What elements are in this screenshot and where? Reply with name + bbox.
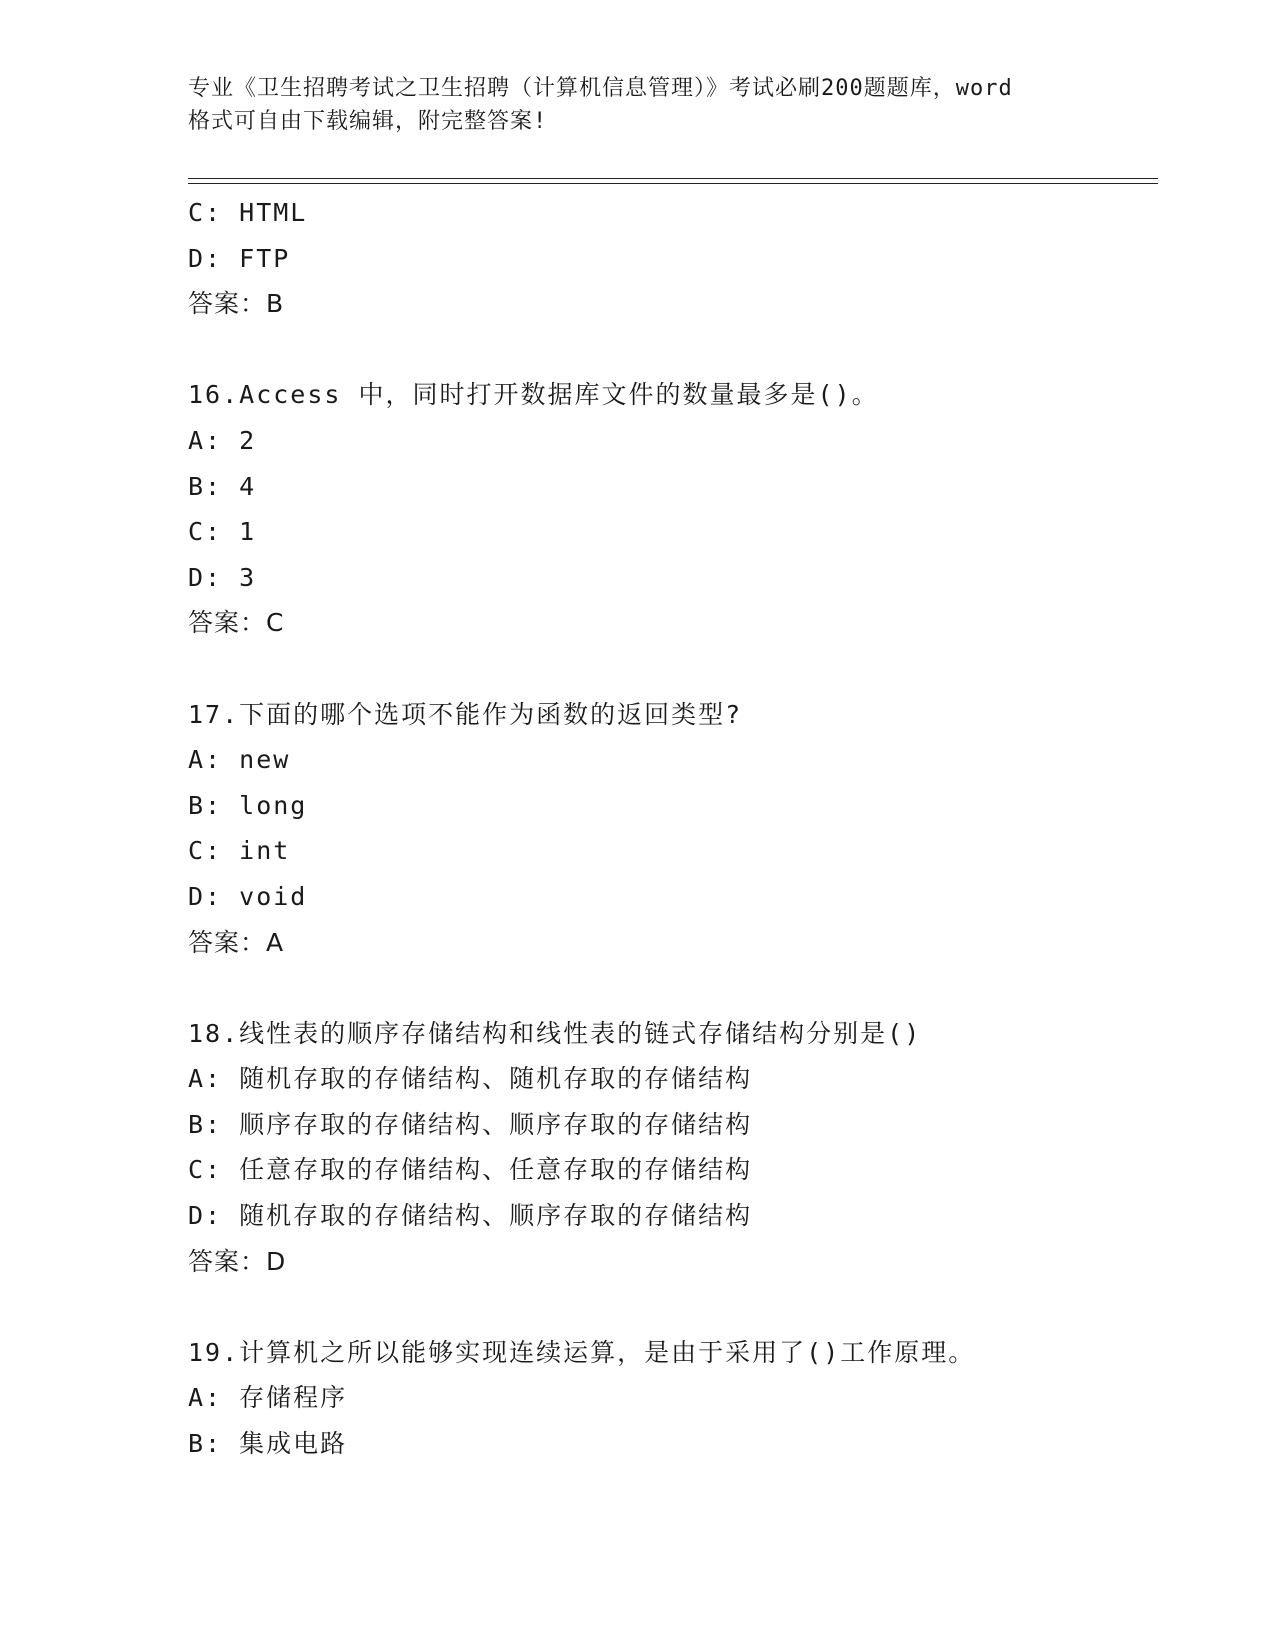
question-text: 19.计算机之所以能够实现连续运算，是由于采用了()工作原理。 [188,1337,976,1367]
option-line: B: 顺序存取的存储结构、顺序存取的存储结构 [188,1109,753,1139]
option-line: D: void [188,881,308,911]
option-line: D: 3 [188,562,257,592]
option-line: B: long [188,790,308,820]
question-text: 17.下面的哪个选项不能作为函数的返回类型? [188,699,743,729]
header-divider-top [188,178,1158,179]
option-line: A: 2 [188,425,257,455]
option-line: C: 1 [188,517,257,547]
option-line: D: FTP [188,243,291,273]
option-line: A: new [188,745,291,775]
spacer [188,327,1188,373]
option-line: A: 存储程序 [188,1383,348,1413]
option-line: B: 4 [188,471,257,501]
spacer [188,1284,1188,1330]
question-text: 16.Access 中，同时打开数据库文件的数量最多是()。 [188,380,879,410]
option-line: C: HTML [188,198,308,227]
header-line-2: 格式可自由下载编辑，附完整答案! [188,109,548,134]
answer-line: 答案：A [188,927,285,957]
header-divider-bottom [188,183,1158,184]
question-text: 18.线性表的顺序存储结构和线性表的链式存储结构分别是() [188,1018,922,1048]
answer-line: 答案：B [188,289,285,319]
answer-line: 答案：D [188,1246,287,1276]
document-header [188,72,1088,138]
option-line: B: 集成电路 [188,1429,348,1459]
spacer [188,646,1188,692]
header-line-1: 专业《卫生招聘考试之卫生招聘（计算机信息管理）》考试必刷200题题库，word [188,76,1013,101]
question-list [188,190,1188,1467]
answer-line: 答案：C [188,608,285,638]
option-line: A: 随机存取的存储结构、随机存取的存储结构 [188,1064,753,1094]
option-line: C: 任意存取的存储结构、任意存取的存储结构 [188,1155,753,1185]
option-line: C: int [188,836,291,866]
option-line: D: 随机存取的存储结构、顺序存取的存储结构 [188,1201,753,1231]
spacer [188,965,1188,1011]
